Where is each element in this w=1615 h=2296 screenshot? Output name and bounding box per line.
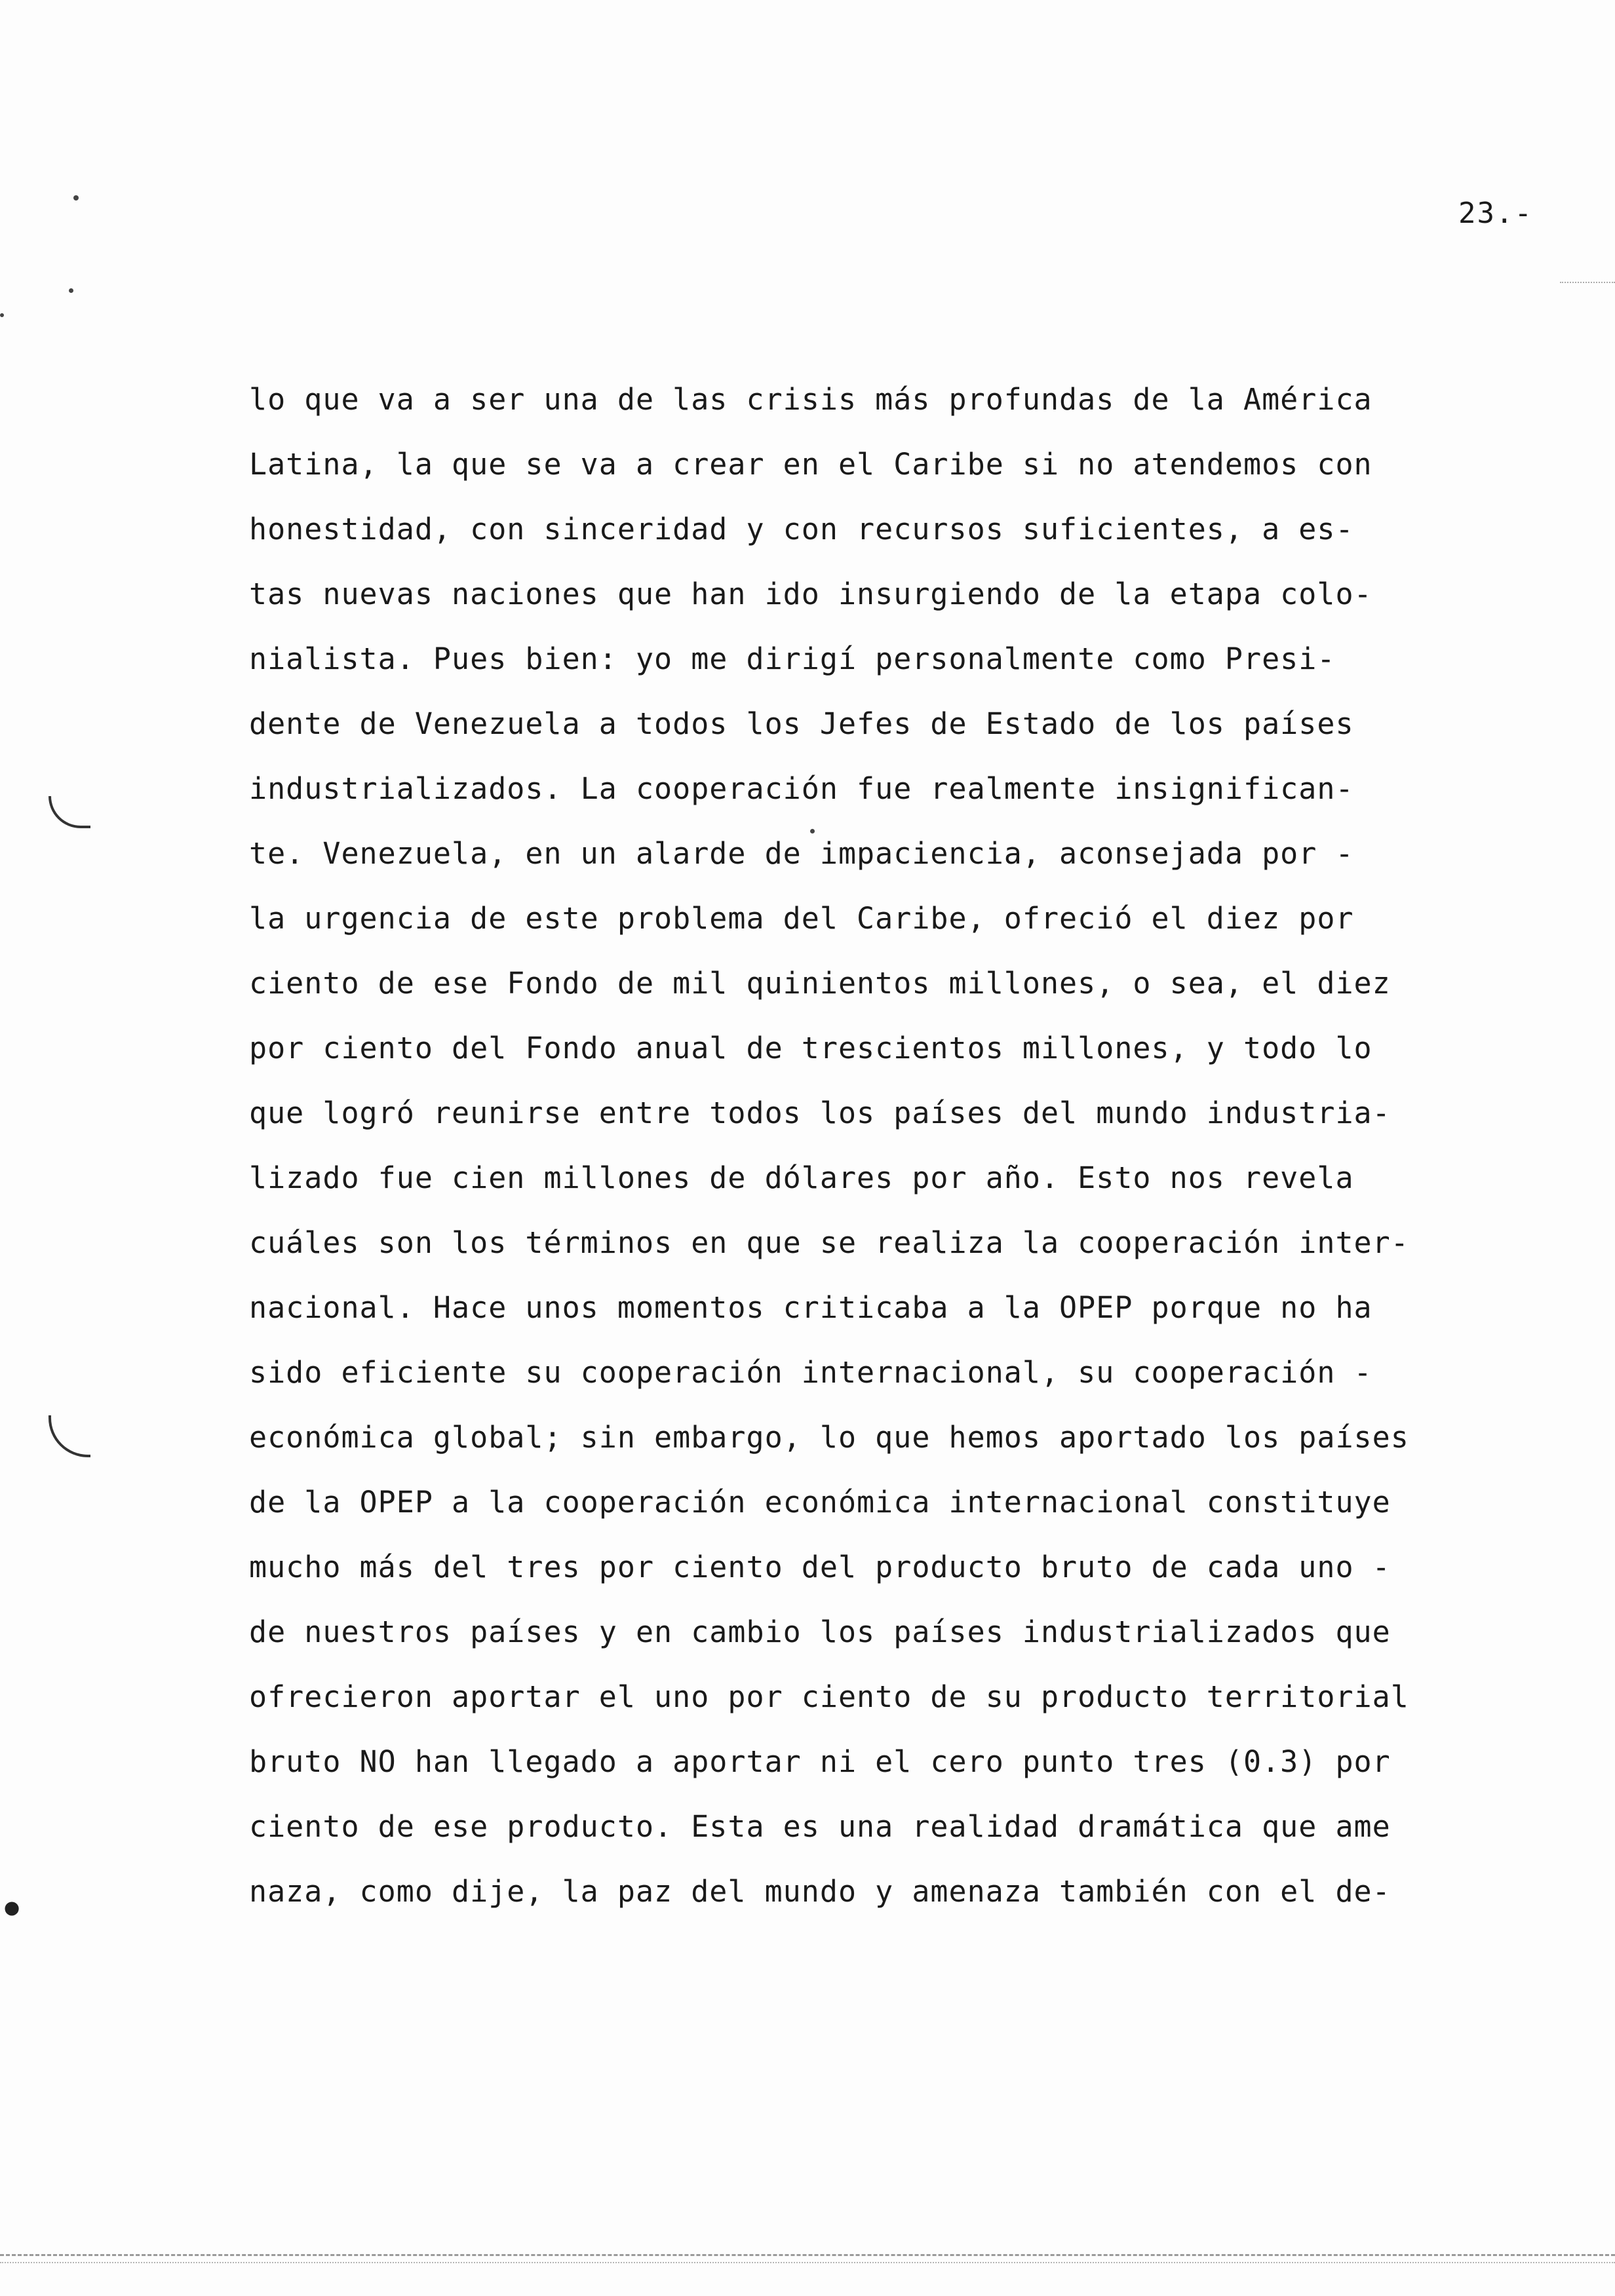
- scan-edge-line: [0, 2262, 1615, 2263]
- text-line: te. Venezuela, en un alarde de impaciencia, aconsejada por -: [249, 836, 1354, 871]
- scan-speck: [0, 313, 4, 317]
- scan-speck: [73, 195, 79, 201]
- text-line: de la OPEP a la cooperación económica internacional constituye: [249, 1485, 1391, 1520]
- binder-hole-mark: [49, 796, 90, 828]
- text-line: nacional. Hace unos momentos criticaba a la OPEP porque no ha: [249, 1290, 1372, 1325]
- text-line: dente de Venezuela a todos los Jefes de Estado de los países: [249, 706, 1354, 741]
- text-line: que logró reunirse entre todos los países del mundo industria-: [249, 1096, 1391, 1130]
- text-line: sido eficiente su cooperación internacional, su cooperación -: [249, 1355, 1372, 1390]
- text-line: lo que va a ser una de las crisis más profundas de la América: [249, 382, 1372, 417]
- text-line: tas nuevas naciones que han ido insurgiendo de la etapa colo-: [249, 577, 1372, 611]
- text-line: por ciento del Fondo anual de trescientos millones, y todo lo: [249, 1031, 1372, 1065]
- text-line: ciento de ese producto. Esta es una realidad dramática que ame: [249, 1809, 1391, 1844]
- text-line: naza, como dije, la paz del mundo y amenaza también con el de-: [249, 1874, 1391, 1909]
- text-line: bruto NO han llegado a aportar ni el cero punto tres (0.3) por: [249, 1744, 1391, 1779]
- text-line: nialista. Pues bien: yo me dirigí personalmente como Presi-: [249, 641, 1336, 676]
- text-line: cuáles son los términos en que se realiza la cooperación inter-: [249, 1225, 1409, 1260]
- binder-clip-mark: •: [0, 1887, 24, 1933]
- text-line: honestidad, con sinceridad y con recursos suficientes, a es-: [249, 512, 1354, 546]
- page-number: 23.-: [1458, 197, 1533, 230]
- text-line: Latina, la que se va a crear en el Caribe si no atendemos con: [249, 447, 1372, 482]
- binder-hole-mark: [49, 1415, 90, 1457]
- text-line: ciento de ese Fondo de mil quinientos millones, o sea, el diez: [249, 966, 1391, 1001]
- text-line: la urgencia de este problema del Caribe, ofreció el diez por: [249, 901, 1354, 936]
- text-line: ofrecieron aportar el uno por ciento de su producto territorial: [249, 1679, 1409, 1714]
- scan-edge-line: [0, 2254, 1615, 2256]
- text-line: de nuestros países y en cambio los países industrializados que: [249, 1615, 1391, 1649]
- scan-edge-line: [1560, 282, 1615, 283]
- body-text: [249, 367, 1508, 1924]
- text-line: económica global; sin embargo, lo que hemos aportado los países: [249, 1420, 1409, 1455]
- text-line: industrializados. La cooperación fue realmente insignifican-: [249, 771, 1354, 806]
- text-line: mucho más del tres por ciento del producto bruto de cada uno -: [249, 1550, 1391, 1584]
- text-line: lizado fue cien millones de dólares por año. Esto nos revela: [249, 1160, 1354, 1195]
- scan-speck: [69, 288, 73, 293]
